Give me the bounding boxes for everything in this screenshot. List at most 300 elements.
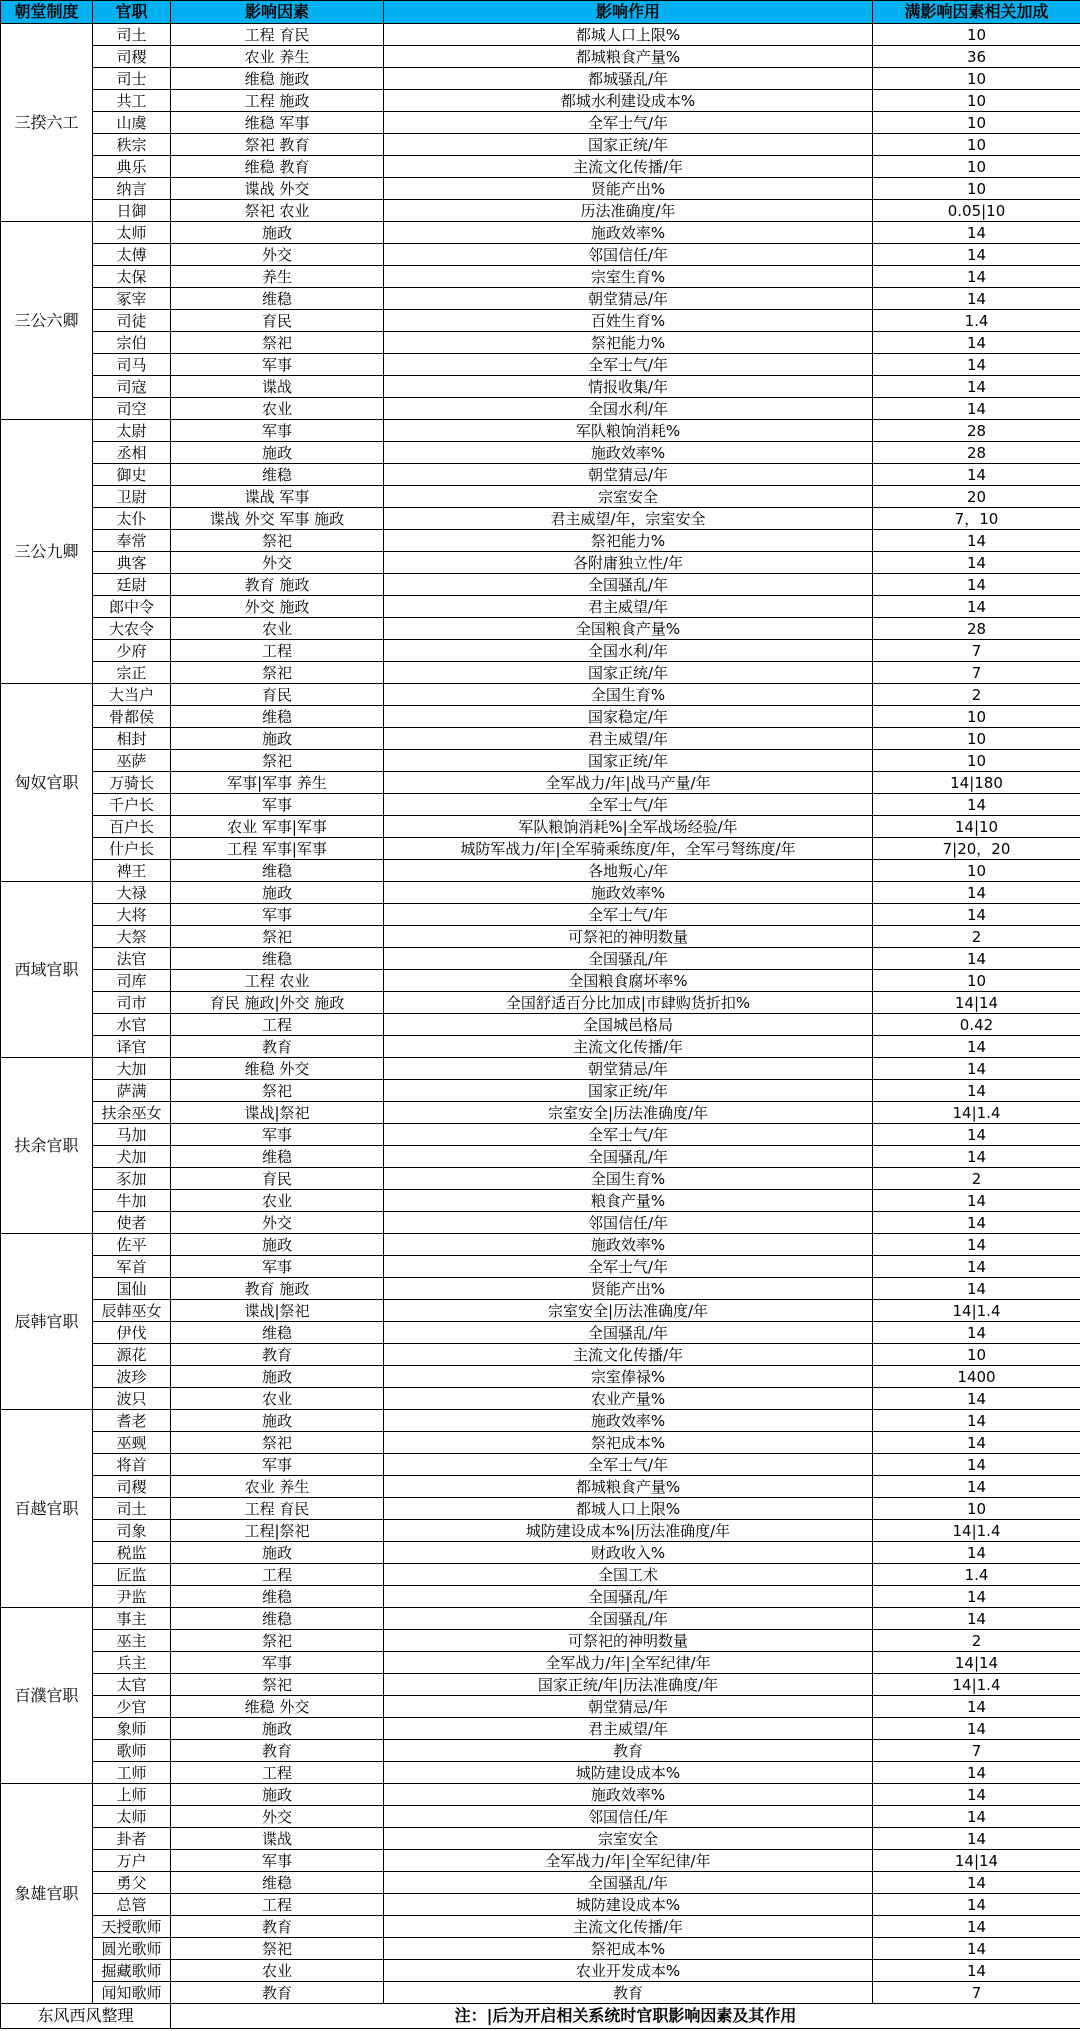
bonus-cell: 14 <box>873 1212 1080 1234</box>
header-title: 官职 <box>93 1 171 24</box>
official-title-cell: 圆光歌师 <box>93 1938 171 1960</box>
official-title-cell: 译官 <box>93 1036 171 1058</box>
table-row <box>1 904 1080 926</box>
table-row <box>1 1630 1080 1652</box>
table-row <box>1 1410 1080 1432</box>
table-row <box>1 1476 1080 1498</box>
header-effect: 影响作用 <box>384 1 873 24</box>
effect-cell: 都城粮食产量% <box>384 1476 873 1498</box>
effect-cell: 粮食产量% <box>384 1190 873 1212</box>
factor-cell: 工程 <box>171 1014 384 1036</box>
bonus-cell: 14 <box>873 1938 1080 1960</box>
table-row <box>1 46 1080 68</box>
bonus-cell: 2 <box>873 1168 1080 1190</box>
official-title-cell: 秩宗 <box>93 134 171 156</box>
table-row <box>1 1564 1080 1586</box>
effect-cell: 宗室俸禄% <box>384 1366 873 1388</box>
bonus-cell: 2 <box>873 926 1080 948</box>
official-title-cell: 少府 <box>93 640 171 662</box>
effect-cell: 宗室安全|历法准确度/年 <box>384 1300 873 1322</box>
bonus-cell: 14 <box>873 1960 1080 1982</box>
table-row <box>1 574 1080 596</box>
table-row <box>1 134 1080 156</box>
effect-cell: 全军战力/年|全军纪律/年 <box>384 1850 873 1872</box>
bonus-cell: 14 <box>873 464 1080 486</box>
bonus-cell: 7 <box>873 640 1080 662</box>
effect-cell: 国家正统/年 <box>384 662 873 684</box>
bonus-cell: 14 <box>873 1190 1080 1212</box>
effect-cell: 君主威望/年 <box>384 1718 873 1740</box>
official-title-cell: 万骑长 <box>93 772 171 794</box>
effect-cell: 宗室安全 <box>384 1828 873 1850</box>
effect-cell: 朝堂猜忌/年 <box>384 464 873 486</box>
table-row <box>1 1278 1080 1300</box>
factor-cell: 外交 施政 <box>171 596 384 618</box>
factor-cell: 农业 <box>171 1388 384 1410</box>
factor-cell: 祭祀 <box>171 332 384 354</box>
official-title-cell: 巫主 <box>93 1630 171 1652</box>
factor-cell: 维稳 <box>171 948 384 970</box>
official-title-cell: 波珍 <box>93 1366 171 1388</box>
official-title-cell: 太师 <box>93 222 171 244</box>
table-row <box>1 310 1080 332</box>
header-row <box>1 1 1080 24</box>
factor-cell: 施政 <box>171 442 384 464</box>
effect-cell: 全国骚乱/年 <box>384 1146 873 1168</box>
effect-cell: 邻国信任/年 <box>384 1212 873 1234</box>
bonus-cell: 14|1.4 <box>873 1102 1080 1124</box>
table-row <box>1 1740 1080 1762</box>
effect-cell: 国家正统/年 <box>384 750 873 772</box>
official-title-cell: 总管 <box>93 1894 171 1916</box>
bonus-cell: 14|14 <box>873 1850 1080 1872</box>
official-title-cell: 御史 <box>93 464 171 486</box>
effect-cell: 教育 <box>384 1982 873 2004</box>
factor-cell: 育民 <box>171 1168 384 1190</box>
bonus-cell: 14|10 <box>873 816 1080 838</box>
official-title-cell: 兵主 <box>93 1652 171 1674</box>
system-cell: 三揆六工 <box>1 24 93 222</box>
table-row <box>1 1520 1080 1542</box>
factor-cell: 军事 <box>171 354 384 376</box>
official-title-cell: 郎中令 <box>93 596 171 618</box>
effect-cell: 城防建设成本% <box>384 1894 873 1916</box>
official-title-cell: 犬加 <box>93 1146 171 1168</box>
effect-cell: 国家正统/年 <box>384 1080 873 1102</box>
effect-cell: 宗室安全 <box>384 486 873 508</box>
effect-cell: 城防建设成本% <box>384 1762 873 1784</box>
factor-cell: 维稳 <box>171 1146 384 1168</box>
factor-cell: 工程 军事|军事 <box>171 838 384 860</box>
bonus-cell: 28 <box>873 442 1080 464</box>
factor-cell: 农业 <box>171 618 384 640</box>
effect-cell: 全国城邑格局 <box>384 1014 873 1036</box>
header-bonus: 满影响因素相关加成 <box>873 1 1080 24</box>
official-title-cell: 萨满 <box>93 1080 171 1102</box>
table-row <box>1 1960 1080 1982</box>
effect-cell: 君主威望/年 <box>384 596 873 618</box>
effect-cell: 全国舒适百分比加成|市肆购货折扣% <box>384 992 873 1014</box>
table-row <box>1 68 1080 90</box>
table-row <box>1 398 1080 420</box>
factor-cell: 维稳 <box>171 1608 384 1630</box>
table-row <box>1 684 1080 706</box>
official-title-cell: 国仙 <box>93 1278 171 1300</box>
effect-cell: 君主威望/年，宗室安全 <box>384 508 873 530</box>
factor-cell: 教育 <box>171 1344 384 1366</box>
effect-cell: 都城水利建设成本% <box>384 90 873 112</box>
table-row <box>1 1894 1080 1916</box>
table-row <box>1 266 1080 288</box>
official-title-cell: 太师 <box>93 1806 171 1828</box>
system-cell: 百濮官职 <box>1 1608 93 1784</box>
effect-cell: 朝堂猜忌/年 <box>384 1696 873 1718</box>
factor-cell: 祭祀 <box>171 1432 384 1454</box>
official-title-cell: 太保 <box>93 266 171 288</box>
factor-cell: 施政 <box>171 1784 384 1806</box>
factor-cell: 农业 养生 <box>171 1476 384 1498</box>
table-row <box>1 244 1080 266</box>
table-row <box>1 948 1080 970</box>
table-row <box>1 1014 1080 1036</box>
bonus-cell: 14 <box>873 1410 1080 1432</box>
official-title-cell: 事主 <box>93 1608 171 1630</box>
table-row <box>1 530 1080 552</box>
effect-cell: 国家正统/年|历法准确度/年 <box>384 1674 873 1696</box>
official-title-cell: 源花 <box>93 1344 171 1366</box>
factor-cell: 教育 <box>171 1036 384 1058</box>
effect-cell: 全军战力/年|战马产量/年 <box>384 772 873 794</box>
table-row <box>1 750 1080 772</box>
effect-cell: 主流文化传播/年 <box>384 1344 873 1366</box>
table-row <box>1 1256 1080 1278</box>
effect-cell: 国家稳定/年 <box>384 706 873 728</box>
table-row <box>1 772 1080 794</box>
system-cell: 百越官职 <box>1 1410 93 1608</box>
effect-cell: 城防建设成本%|历法准确度/年 <box>384 1520 873 1542</box>
table-row <box>1 1234 1080 1256</box>
official-title-cell: 水官 <box>93 1014 171 1036</box>
bonus-cell: 14 <box>873 1806 1080 1828</box>
table-row <box>1 1982 1080 2004</box>
table-row <box>1 1124 1080 1146</box>
factor-cell: 工程|祭祀 <box>171 1520 384 1542</box>
bonus-cell: 7|20，20 <box>873 838 1080 860</box>
effect-cell: 可祭祀的神明数量 <box>384 926 873 948</box>
bonus-cell: 14 <box>873 376 1080 398</box>
official-title-cell: 司士 <box>93 68 171 90</box>
factor-cell: 工程 <box>171 640 384 662</box>
table-row <box>1 442 1080 464</box>
table-row <box>1 838 1080 860</box>
bonus-cell: 14 <box>873 882 1080 904</box>
official-title-cell: 扶余巫女 <box>93 1102 171 1124</box>
bonus-cell: 14|1.4 <box>873 1300 1080 1322</box>
bonus-cell: 14 <box>873 1828 1080 1850</box>
factor-cell: 祭祀 <box>171 662 384 684</box>
official-title-cell: 大祭 <box>93 926 171 948</box>
bonus-cell: 10 <box>873 706 1080 728</box>
official-title-cell: 使者 <box>93 1212 171 1234</box>
effect-cell: 可祭祀的神明数量 <box>384 1630 873 1652</box>
effect-cell: 主流文化传播/年 <box>384 1916 873 1938</box>
bonus-cell: 14 <box>873 1124 1080 1146</box>
factor-cell: 教育 <box>171 1982 384 2004</box>
factor-cell: 维稳 军事 <box>171 112 384 134</box>
effect-cell: 全国粮食腐坏率% <box>384 970 873 992</box>
effect-cell: 全军士气/年 <box>384 1256 873 1278</box>
factor-cell: 祭祀 <box>171 750 384 772</box>
official-title-cell: 共工 <box>93 90 171 112</box>
factor-cell: 施政 <box>171 1718 384 1740</box>
official-title-cell: 百户长 <box>93 816 171 838</box>
effect-cell: 祭祀能力% <box>384 530 873 552</box>
bonus-cell: 14 <box>873 354 1080 376</box>
table-row <box>1 222 1080 244</box>
table-row <box>1 332 1080 354</box>
bonus-cell: 28 <box>873 618 1080 640</box>
factor-cell: 外交 <box>171 244 384 266</box>
table-row <box>1 1322 1080 1344</box>
table-row <box>1 420 1080 442</box>
factor-cell: 教育 施政 <box>171 1278 384 1300</box>
official-title-cell: 司寇 <box>93 376 171 398</box>
table-row <box>1 1696 1080 1718</box>
factor-cell: 军事|军事 养生 <box>171 772 384 794</box>
table-row <box>1 1432 1080 1454</box>
factor-cell: 军事 <box>171 1256 384 1278</box>
bonus-cell: 10 <box>873 1498 1080 1520</box>
table-row <box>1 1718 1080 1740</box>
official-title-cell: 巫萨 <box>93 750 171 772</box>
official-title-cell: 上师 <box>93 1784 171 1806</box>
official-title-cell: 象师 <box>93 1718 171 1740</box>
effect-cell: 邻国信任/年 <box>384 1806 873 1828</box>
bonus-cell: 14 <box>873 904 1080 926</box>
table-row <box>1 1872 1080 1894</box>
bonus-cell: 14 <box>873 288 1080 310</box>
official-title-cell: 司稷 <box>93 46 171 68</box>
factor-cell: 维稳 外交 <box>171 1696 384 1718</box>
bonus-cell: 7，10 <box>873 508 1080 530</box>
table-row <box>1 1850 1080 1872</box>
bonus-cell: 14 <box>873 1586 1080 1608</box>
factor-cell: 工程 <box>171 1762 384 1784</box>
factor-cell: 军事 <box>171 1124 384 1146</box>
effect-cell: 祭祀能力% <box>384 332 873 354</box>
official-title-cell: 什户长 <box>93 838 171 860</box>
effect-cell: 全军士气/年 <box>384 1454 873 1476</box>
bonus-cell: 14 <box>873 1718 1080 1740</box>
official-title-cell: 牛加 <box>93 1190 171 1212</box>
effect-cell: 祭祀成本% <box>384 1432 873 1454</box>
effect-cell: 施政效率% <box>384 1234 873 1256</box>
factor-cell: 施政 <box>171 1234 384 1256</box>
factor-cell: 施政 <box>171 882 384 904</box>
bonus-cell: 14 <box>873 1762 1080 1784</box>
factor-cell: 军事 <box>171 1850 384 1872</box>
table-row <box>1 860 1080 882</box>
factor-cell: 谍战 外交 <box>171 178 384 200</box>
factor-cell: 农业 养生 <box>171 46 384 68</box>
official-title-cell: 千户长 <box>93 794 171 816</box>
effect-cell: 施政效率% <box>384 222 873 244</box>
effect-cell: 军队粮饷消耗%|全军战场经验/年 <box>384 816 873 838</box>
factor-cell: 教育 <box>171 1740 384 1762</box>
system-cell: 象雄官职 <box>1 1784 93 2004</box>
effect-cell: 都城人口上限% <box>384 24 873 46</box>
table-row <box>1 970 1080 992</box>
factor-cell: 施政 <box>171 1366 384 1388</box>
effect-cell: 百姓生育% <box>384 310 873 332</box>
effect-cell: 农业开发成本% <box>384 1960 873 1982</box>
factor-cell: 维稳 <box>171 464 384 486</box>
bonus-cell: 14 <box>873 1872 1080 1894</box>
table-row <box>1 882 1080 904</box>
table-row <box>1 354 1080 376</box>
official-title-cell: 匠监 <box>93 1564 171 1586</box>
table-row <box>1 552 1080 574</box>
header-system: 朝堂制度 <box>1 1 93 24</box>
factor-cell: 维稳 <box>171 1586 384 1608</box>
factor-cell: 军事 <box>171 1652 384 1674</box>
bonus-cell: 14 <box>873 1256 1080 1278</box>
effect-cell: 全军士气/年 <box>384 1124 873 1146</box>
effect-cell: 宗室生育% <box>384 266 873 288</box>
bonus-cell: 10 <box>873 728 1080 750</box>
official-title-cell: 辰韩巫女 <box>93 1300 171 1322</box>
factor-cell: 祭祀 <box>171 1080 384 1102</box>
bonus-cell: 20 <box>873 486 1080 508</box>
bonus-cell: 14|14 <box>873 992 1080 1014</box>
system-cell: 辰韩官职 <box>1 1234 93 1410</box>
official-title-cell: 税监 <box>93 1542 171 1564</box>
official-title-cell: 耆老 <box>93 1410 171 1432</box>
bonus-cell: 14 <box>873 1894 1080 1916</box>
factor-cell: 祭祀 农业 <box>171 200 384 222</box>
factor-cell: 军事 <box>171 420 384 442</box>
bonus-cell: 14 <box>873 1476 1080 1498</box>
factor-cell: 外交 <box>171 552 384 574</box>
system-cell: 三公九卿 <box>1 420 93 684</box>
effect-cell: 施政效率% <box>384 442 873 464</box>
system-cell: 匈奴官职 <box>1 684 93 882</box>
table-row <box>1 1586 1080 1608</box>
effect-cell: 财政收入% <box>384 1542 873 1564</box>
table-row <box>1 596 1080 618</box>
table-row <box>1 1036 1080 1058</box>
table-row <box>1 1388 1080 1410</box>
system-cell: 扶余官职 <box>1 1058 93 1234</box>
table-row <box>1 112 1080 134</box>
table-row <box>1 1300 1080 1322</box>
factor-cell: 维稳 <box>171 1322 384 1344</box>
table-row <box>1 1762 1080 1784</box>
table-row <box>1 794 1080 816</box>
table-row <box>1 1806 1080 1828</box>
bonus-cell: 14|14 <box>873 1652 1080 1674</box>
factor-cell: 施政 <box>171 1410 384 1432</box>
effect-cell: 农业产量% <box>384 1388 873 1410</box>
official-title-cell: 司稷 <box>93 1476 171 1498</box>
effect-cell: 都城人口上限% <box>384 1498 873 1520</box>
effect-cell: 主流文化传播/年 <box>384 1036 873 1058</box>
effect-cell: 施政效率% <box>384 882 873 904</box>
table-row <box>1 178 1080 200</box>
official-title-cell: 司马 <box>93 354 171 376</box>
bonus-cell: 14|1.4 <box>873 1520 1080 1542</box>
official-title-cell: 宗伯 <box>93 332 171 354</box>
table-row <box>1 926 1080 948</box>
bonus-cell: 14 <box>873 948 1080 970</box>
bonus-cell: 10 <box>873 178 1080 200</box>
table-row <box>1 486 1080 508</box>
bonus-cell: 10 <box>873 68 1080 90</box>
factor-cell: 维稳 <box>171 1872 384 1894</box>
table-row <box>1 1674 1080 1696</box>
bonus-cell: 14 <box>873 398 1080 420</box>
official-title-cell: 卫尉 <box>93 486 171 508</box>
bonus-cell: 14 <box>873 1608 1080 1630</box>
factor-cell: 育民 <box>171 684 384 706</box>
official-title-cell: 豕加 <box>93 1168 171 1190</box>
effect-cell: 全军士气/年 <box>384 794 873 816</box>
official-title-cell: 太仆 <box>93 508 171 530</box>
bonus-cell: 14 <box>873 1784 1080 1806</box>
bonus-cell: 14 <box>873 266 1080 288</box>
effect-cell: 教育 <box>384 1740 873 1762</box>
official-title-cell: 山虞 <box>93 112 171 134</box>
effect-cell: 宗室安全|历法准确度/年 <box>384 1102 873 1124</box>
official-title-cell: 司市 <box>93 992 171 1014</box>
official-title-cell: 司空 <box>93 398 171 420</box>
factor-cell: 工程 施政 <box>171 90 384 112</box>
footer-row <box>1 2004 1080 2029</box>
bonus-cell: 7 <box>873 1982 1080 2004</box>
factor-cell: 养生 <box>171 266 384 288</box>
table-body <box>1 24 1080 2004</box>
bonus-cell: 14|1.4 <box>873 1674 1080 1696</box>
table-row <box>1 376 1080 398</box>
effect-cell: 都城粮食产量% <box>384 46 873 68</box>
factor-cell: 教育 <box>171 1916 384 1938</box>
factor-cell: 农业 <box>171 1190 384 1212</box>
bonus-cell: 7 <box>873 662 1080 684</box>
bonus-cell: 10 <box>873 1344 1080 1366</box>
factor-cell: 谍战 <box>171 1828 384 1850</box>
effect-cell: 城防军战力/年|全军骑乘练度/年，全军弓弩练度/年 <box>384 838 873 860</box>
table-row <box>1 24 1080 46</box>
factor-cell: 农业 <box>171 1960 384 1982</box>
table-row <box>1 1542 1080 1564</box>
official-title-cell: 典客 <box>93 552 171 574</box>
bonus-cell: 10 <box>873 860 1080 882</box>
bonus-cell: 10 <box>873 750 1080 772</box>
effect-cell: 全国骚乱/年 <box>384 574 873 596</box>
official-title-cell: 奉常 <box>93 530 171 552</box>
table-row <box>1 1652 1080 1674</box>
effect-cell: 全国骚乱/年 <box>384 948 873 970</box>
official-title-cell: 歌师 <box>93 1740 171 1762</box>
factor-cell: 育民 施政|外交 施政 <box>171 992 384 1014</box>
table-row <box>1 706 1080 728</box>
bonus-cell: 1400 <box>873 1366 1080 1388</box>
factor-cell: 军事 <box>171 904 384 926</box>
factor-cell: 谍战 <box>171 376 384 398</box>
effect-cell: 主流文化传播/年 <box>384 156 873 178</box>
bonus-cell: 0.42 <box>873 1014 1080 1036</box>
official-title-cell: 军首 <box>93 1256 171 1278</box>
